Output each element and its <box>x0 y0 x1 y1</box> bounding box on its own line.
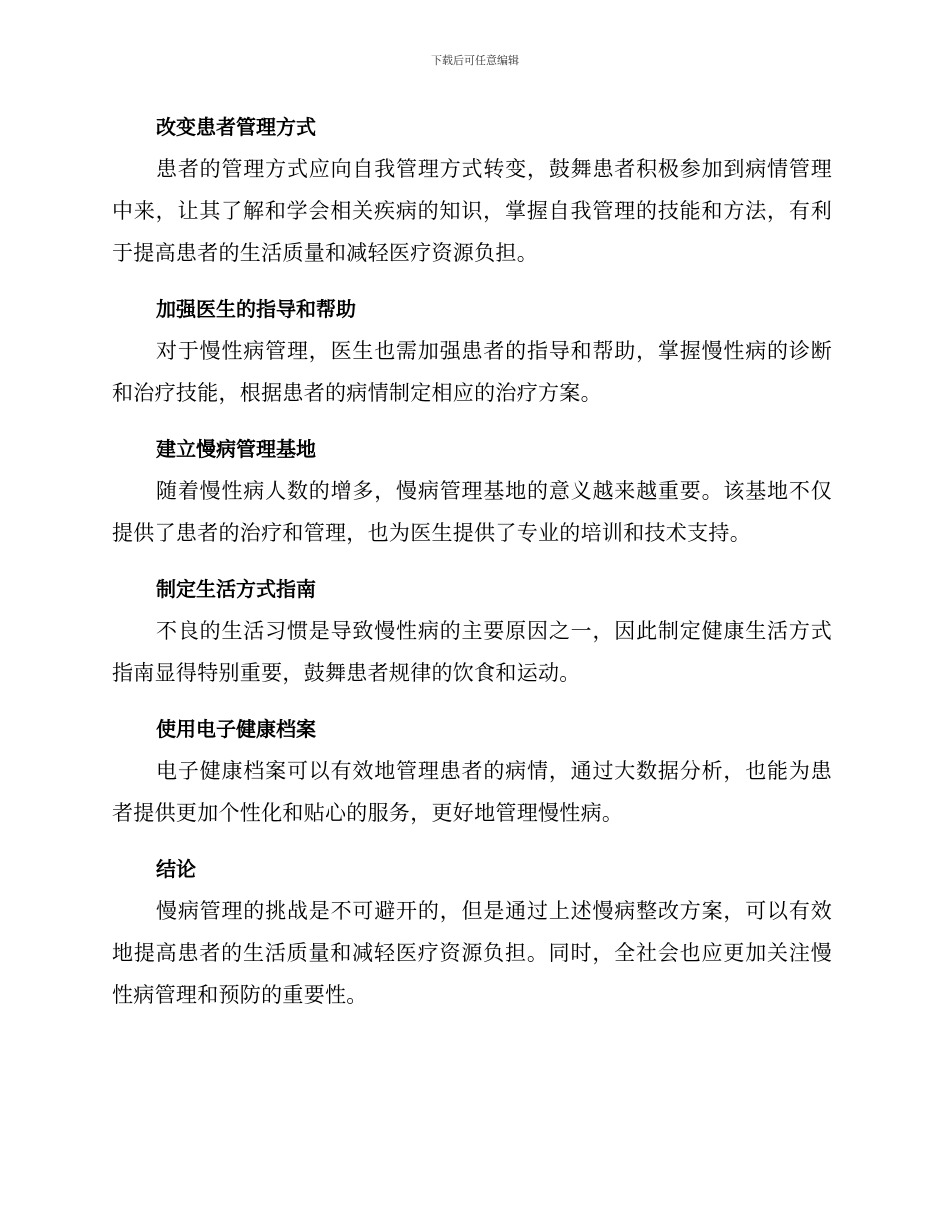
section-patient-management <box>112 106 832 274</box>
section-conclusion <box>112 848 832 1016</box>
section-heading: 改变患者管理方式 <box>156 115 316 139</box>
section-paragraph: 电子健康档案可以有效地管理患者的病情，通过大数据分析，也能为患者提供更加个性化和贴心的服务，更好地管理慢性病。 <box>112 759 832 825</box>
section-paragraph: 随着慢性病人数的增多，慢病管理基地的意义越来越重要。该基地不仅提供了患者的治疗和管理，也为医生提供了专业的培训和技术支持。 <box>112 479 832 545</box>
section-heading: 建立慢病管理基地 <box>156 437 316 461</box>
section-heading: 制定生活方式指南 <box>156 577 316 601</box>
document-body <box>112 106 832 1030</box>
section-paragraph: 慢病管理的挑战是不可避开的，但是通过上述慢病整改方案，可以有效地提高患者的生活质量和减轻医疗资源负担。同时，全社会也应更加关注慢性病管理和预防的重要性。 <box>112 899 832 1007</box>
section-heading: 加强医生的指导和帮助 <box>156 297 356 321</box>
section-lifestyle-guide <box>112 568 832 694</box>
section-paragraph: 患者的管理方式应向自我管理方式转变，鼓舞患者积极参加到病情管理中来，让其了解和学会相关疾病的知识，掌握自我管理的技能和方法，有利于提高患者的生活质量和减轻医疗资源负担。 <box>112 157 832 265</box>
page-header-note: 下载后可任意编辑 <box>431 54 519 67</box>
section-electronic-records <box>112 708 832 834</box>
section-heading: 使用电子健康档案 <box>156 717 316 741</box>
section-doctor-guidance <box>112 288 832 414</box>
section-paragraph: 对于慢性病管理，医生也需加强患者的指导和帮助，掌握慢性病的诊断和治疗技能，根据患者的病情制定相应的治疗方案。 <box>112 339 832 405</box>
section-paragraph: 不良的生活习惯是导致慢性病的主要原因之一，因此制定健康生活方式指南显得特别重要，鼓舞患者规律的饮食和运动。 <box>112 619 832 685</box>
section-management-base <box>112 428 832 554</box>
section-heading: 结论 <box>156 857 196 881</box>
